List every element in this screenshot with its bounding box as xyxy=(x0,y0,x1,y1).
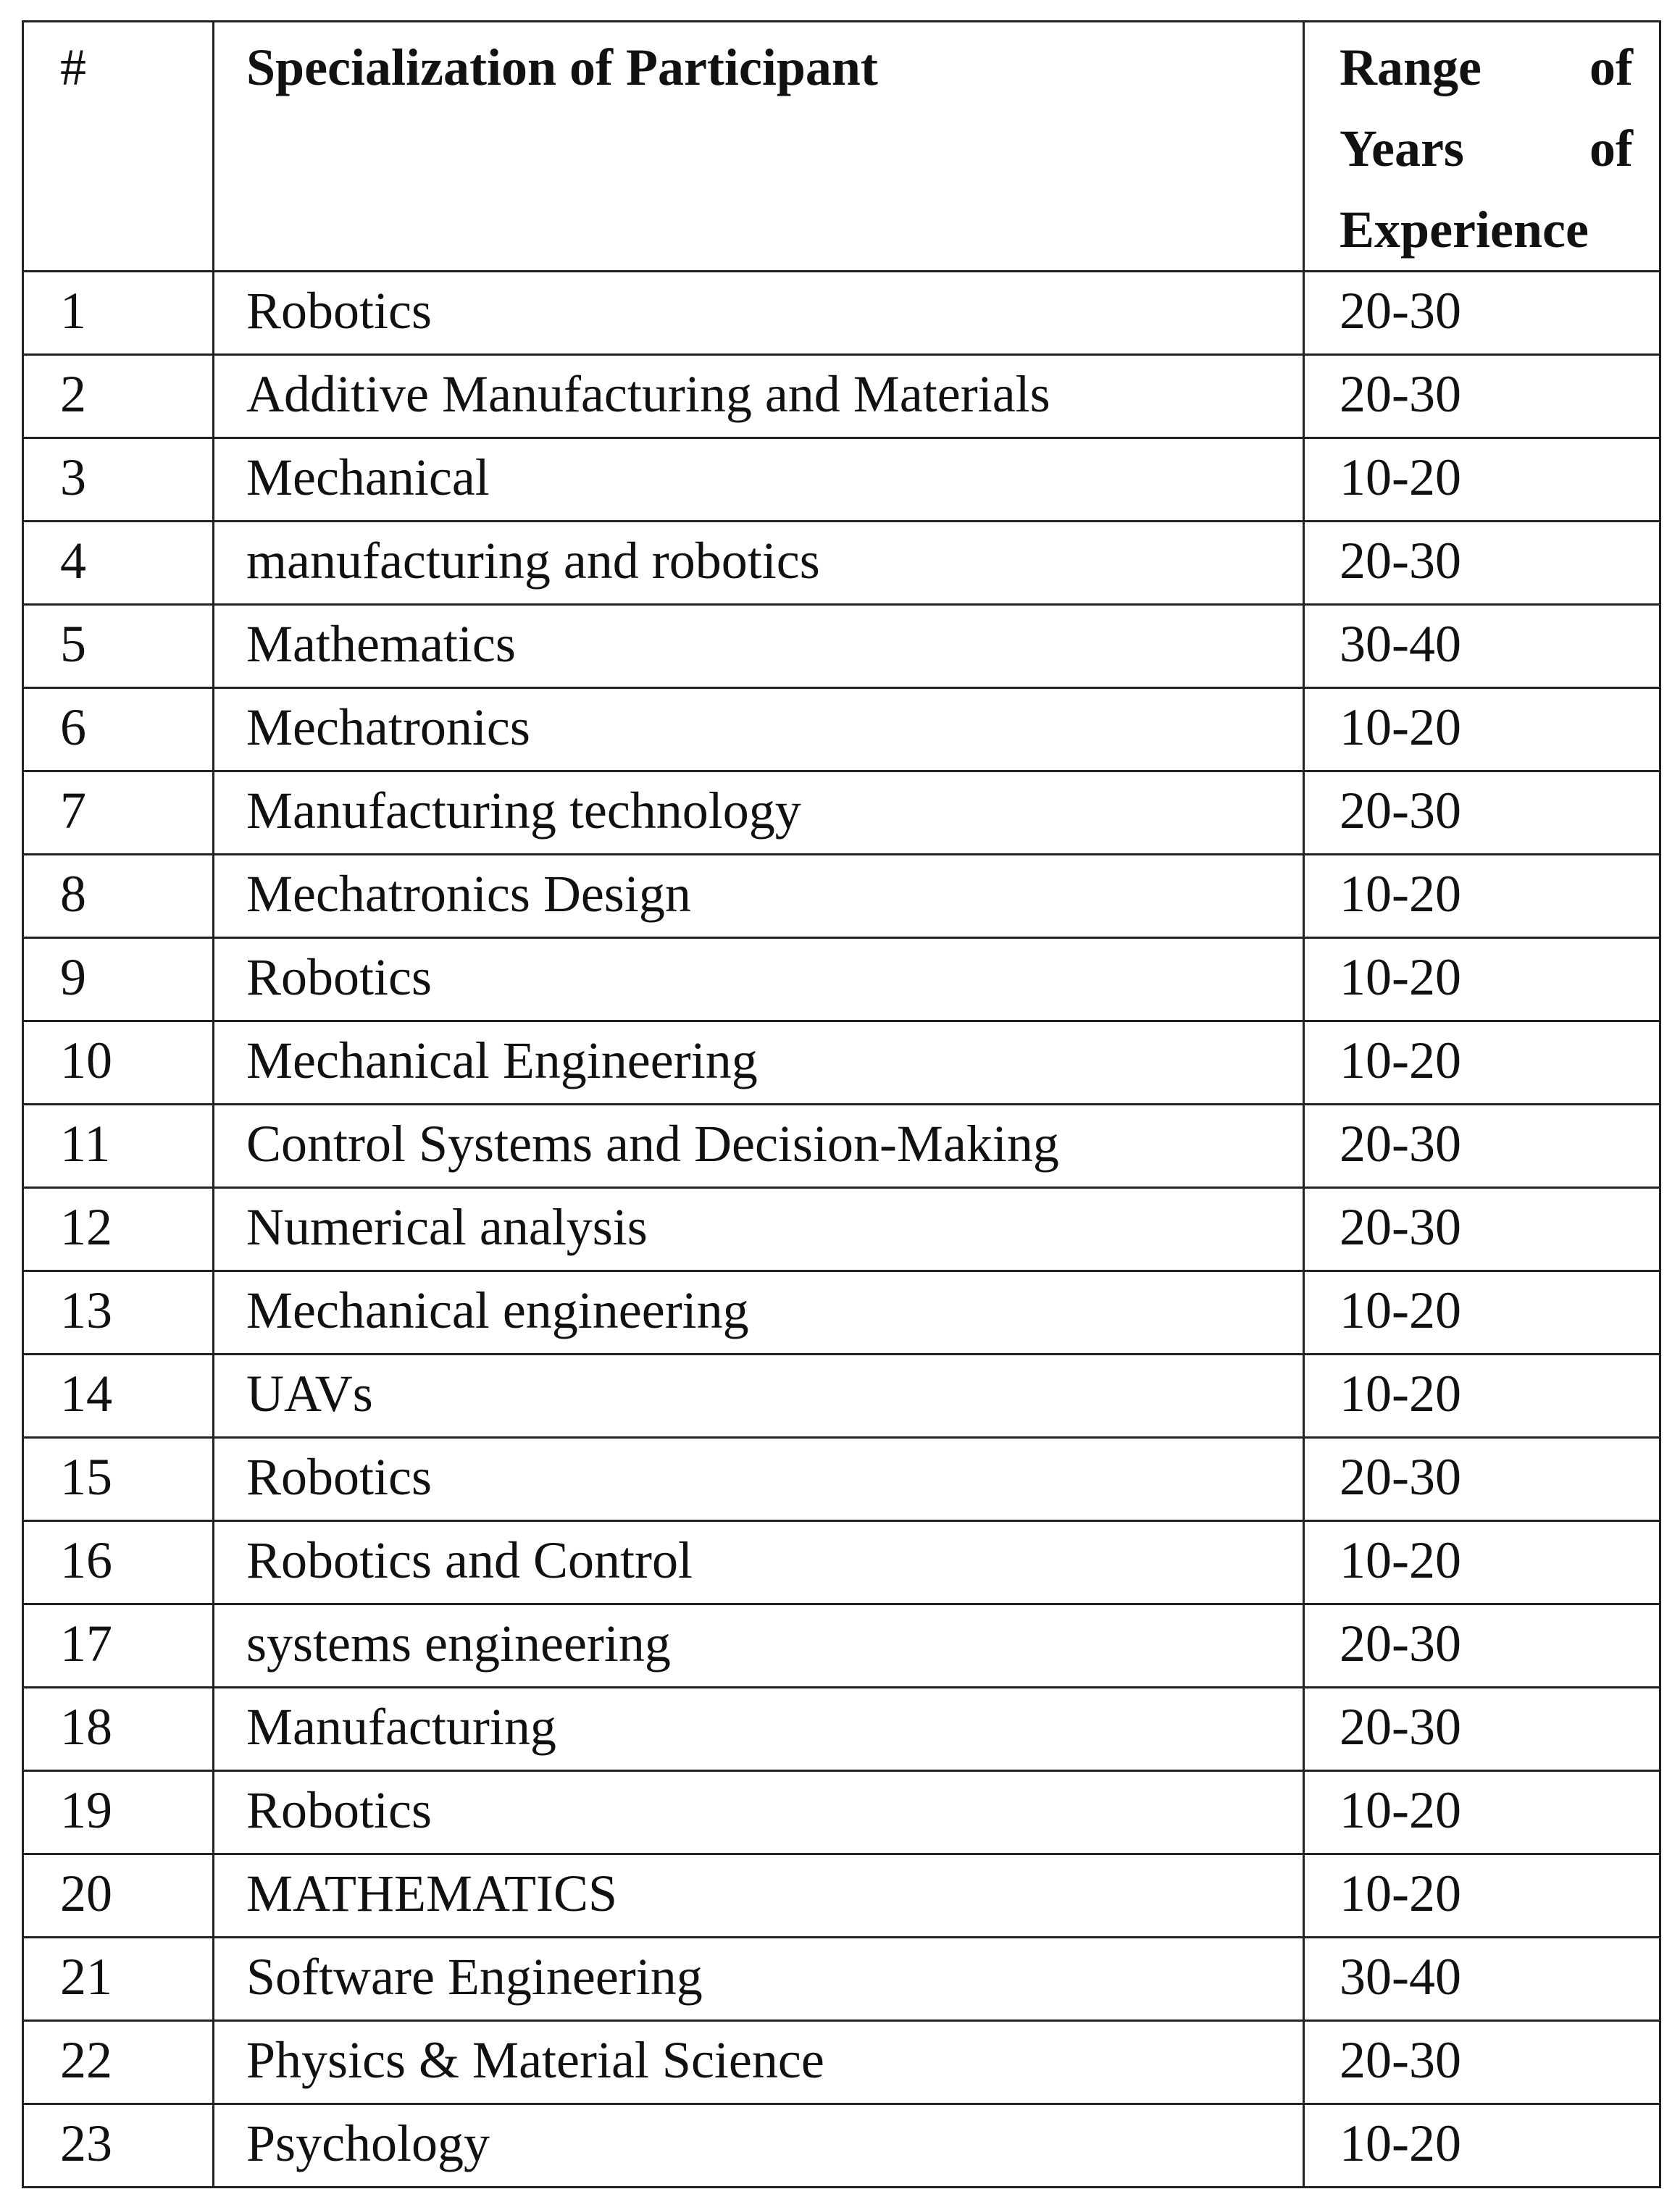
cell-experience-range: 10-20 xyxy=(1304,1355,1660,1438)
participants-table xyxy=(22,20,1661,2188)
table-row xyxy=(23,688,1660,771)
cell-specialization: UAVs xyxy=(214,1355,1304,1438)
cell-experience-range: 10-20 xyxy=(1304,938,1660,1021)
cell-specialization: Manufacturing technology xyxy=(214,771,1304,855)
cell-specialization: Psychology xyxy=(214,2104,1304,2188)
cell-specialization: systems engineering xyxy=(214,1604,1304,1688)
cell-experience-range: 20-30 xyxy=(1304,1688,1660,1771)
header-number: # xyxy=(23,22,214,272)
table-row xyxy=(23,855,1660,938)
table-row xyxy=(23,1355,1660,1438)
cell-number: 2 xyxy=(23,355,214,438)
cell-experience-range: 20-30 xyxy=(1304,2021,1660,2104)
cell-specialization: Robotics xyxy=(214,1438,1304,1521)
cell-number: 12 xyxy=(23,1188,214,1271)
cell-number: 19 xyxy=(23,1771,214,1854)
cell-number: 13 xyxy=(23,1271,214,1355)
table-row xyxy=(23,1105,1660,1188)
cell-experience-range: 20-30 xyxy=(1304,522,1660,605)
cell-experience-range: 10-20 xyxy=(1304,1854,1660,1938)
cell-specialization: Mechatronics xyxy=(214,688,1304,771)
table-row xyxy=(23,1438,1660,1521)
table-row xyxy=(23,522,1660,605)
table-row xyxy=(23,1604,1660,1688)
table-row xyxy=(23,605,1660,688)
table-header xyxy=(23,22,1660,272)
cell-specialization: Manufacturing xyxy=(214,1688,1304,1771)
cell-number: 23 xyxy=(23,2104,214,2188)
cell-number: 4 xyxy=(23,522,214,605)
cell-number: 21 xyxy=(23,1938,214,2021)
header-experience-range: Range of Years of Experience xyxy=(1304,22,1660,272)
cell-specialization: Mechanical engineering xyxy=(214,1271,1304,1355)
cell-number: 15 xyxy=(23,1438,214,1521)
cell-specialization: Control Systems and Decision-Making xyxy=(214,1105,1304,1188)
cell-number: 1 xyxy=(23,272,214,355)
table-row xyxy=(23,1188,1660,1271)
table-row xyxy=(23,1688,1660,1771)
cell-experience-range: 30-40 xyxy=(1304,605,1660,688)
cell-specialization: Mathematics xyxy=(214,605,1304,688)
cell-number: 20 xyxy=(23,1854,214,1938)
cell-number: 5 xyxy=(23,605,214,688)
cell-experience-range: 30-40 xyxy=(1304,1938,1660,2021)
cell-experience-range: 20-30 xyxy=(1304,355,1660,438)
cell-number: 10 xyxy=(23,1021,214,1105)
cell-specialization: MATHEMATICS xyxy=(214,1854,1304,1938)
cell-number: 7 xyxy=(23,771,214,855)
cell-number: 6 xyxy=(23,688,214,771)
cell-experience-range: 20-30 xyxy=(1304,1604,1660,1688)
cell-experience-range: 10-20 xyxy=(1304,2104,1660,2188)
cell-experience-range: 20-30 xyxy=(1304,1438,1660,1521)
cell-specialization: Software Engineering xyxy=(214,1938,1304,2021)
cell-specialization: Mechatronics Design xyxy=(214,855,1304,938)
cell-specialization: Physics & Material Science xyxy=(214,2021,1304,2104)
cell-specialization: Robotics xyxy=(214,938,1304,1021)
table-row xyxy=(23,1771,1660,1854)
cell-number: 9 xyxy=(23,938,214,1021)
table-row xyxy=(23,1271,1660,1355)
table-row xyxy=(23,1938,1660,2021)
cell-specialization: Robotics xyxy=(214,1771,1304,1854)
cell-experience-range: 10-20 xyxy=(1304,855,1660,938)
cell-experience-range: 20-30 xyxy=(1304,1105,1660,1188)
table-row xyxy=(23,438,1660,522)
table-row xyxy=(23,2104,1660,2188)
cell-experience-range: 10-20 xyxy=(1304,1021,1660,1105)
cell-number: 14 xyxy=(23,1355,214,1438)
cell-experience-range: 10-20 xyxy=(1304,1271,1660,1355)
cell-number: 8 xyxy=(23,855,214,938)
header-row xyxy=(23,22,1660,272)
cell-experience-range: 10-20 xyxy=(1304,688,1660,771)
table-row xyxy=(23,1854,1660,1938)
cell-specialization: Robotics and Control xyxy=(214,1521,1304,1604)
table-row xyxy=(23,1021,1660,1105)
table-row xyxy=(23,938,1660,1021)
cell-number: 3 xyxy=(23,438,214,522)
cell-specialization: Mechanical xyxy=(214,438,1304,522)
cell-experience-range: 20-30 xyxy=(1304,771,1660,855)
table-row xyxy=(23,2021,1660,2104)
cell-experience-range: 10-20 xyxy=(1304,1521,1660,1604)
cell-specialization: manufacturing and robotics xyxy=(214,522,1304,605)
cell-specialization: Robotics xyxy=(214,272,1304,355)
cell-experience-range: 10-20 xyxy=(1304,438,1660,522)
cell-specialization: Additive Manufacturing and Materials xyxy=(214,355,1304,438)
table-row xyxy=(23,771,1660,855)
cell-number: 11 xyxy=(23,1105,214,1188)
cell-experience-range: 10-20 xyxy=(1304,1771,1660,1854)
cell-specialization: Numerical analysis xyxy=(214,1188,1304,1271)
cell-experience-range: 20-30 xyxy=(1304,272,1660,355)
table-body xyxy=(23,272,1660,2188)
table-row xyxy=(23,272,1660,355)
cell-specialization: Mechanical Engineering xyxy=(214,1021,1304,1105)
table-row xyxy=(23,1521,1660,1604)
table-row xyxy=(23,355,1660,438)
cell-number: 18 xyxy=(23,1688,214,1771)
cell-number: 16 xyxy=(23,1521,214,1604)
cell-number: 22 xyxy=(23,2021,214,2104)
cell-experience-range: 20-30 xyxy=(1304,1188,1660,1271)
header-specialization: Specialization of Participant xyxy=(214,22,1304,272)
cell-number: 17 xyxy=(23,1604,214,1688)
